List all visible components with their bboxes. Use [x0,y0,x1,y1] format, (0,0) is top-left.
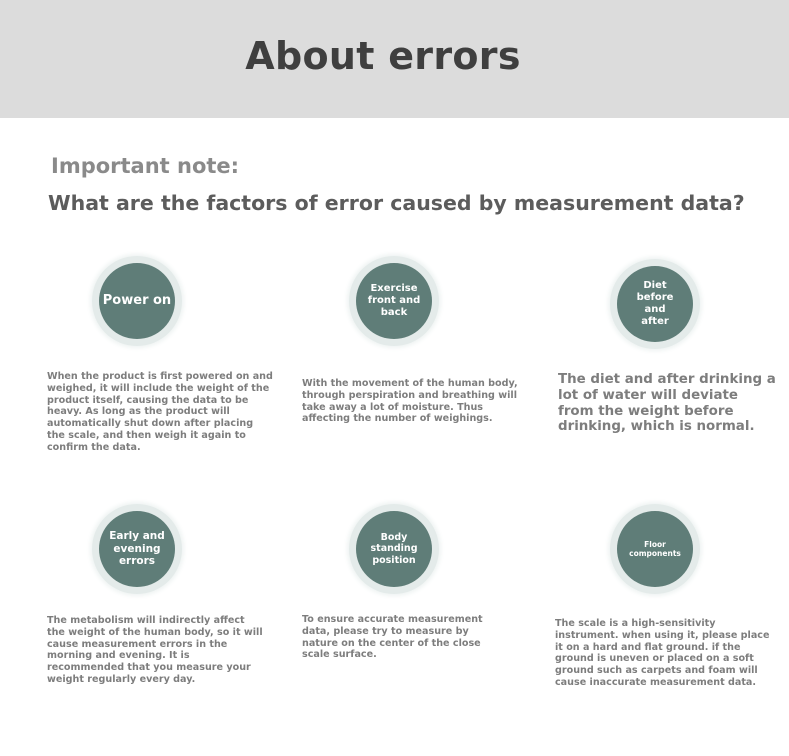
diet-description: The diet and after drinking a lot of water will deviate from the weight before drinking, which is normal. [558,372,776,435]
exercise-description: With the movement of the human body, through perspiration and breathing will take away a lot of moisture. Thus affecting the number of weighings. [302,378,518,425]
factors-question: What are the factors of error caused by measurement data? [48,191,745,215]
standing-position-badge [349,504,439,594]
floor-label: Floor components [617,511,693,587]
early-evening-badge [92,504,182,594]
diet-badge [610,259,700,349]
power-on-badge [92,256,182,346]
exercise-label: Exercise front and back [356,263,432,339]
important-note-heading: Important note: [51,154,240,178]
standing-position-description: To ensure accurate measurement data, please try to measure by nature on the center of the close scale surface. [302,614,483,661]
floor-description: The scale is a high-sensitivity instrument. when using it, please place it on a hard and flat ground. if the ground is uneven or placed on a soft ground such as carpets and foam will cause inaccurate measurement data. [555,618,770,688]
header-banner [0,0,789,118]
page-title: About errors [245,34,521,78]
power-on-description: When the product is first powered on and weighed, it will include the weight of the product itself, causing the data to be heavy. As long as the product will automatically shut down after placing the scale, and then weigh it again to confirm the data. [47,371,273,453]
standing-position-label: Body standing position [356,511,432,587]
diet-label: Diet before and after [617,266,693,342]
floor-badge [610,504,700,594]
early-evening-label: Early and evening errors [99,511,175,587]
exercise-badge [349,256,439,346]
early-evening-description: The metabolism will indirectly affect the weight of the human body, so it will cause measurement errors in the morning and evening. It is recommended that you measure your weight regularly every day. [47,615,263,685]
power-on-label: Power on [99,263,175,339]
